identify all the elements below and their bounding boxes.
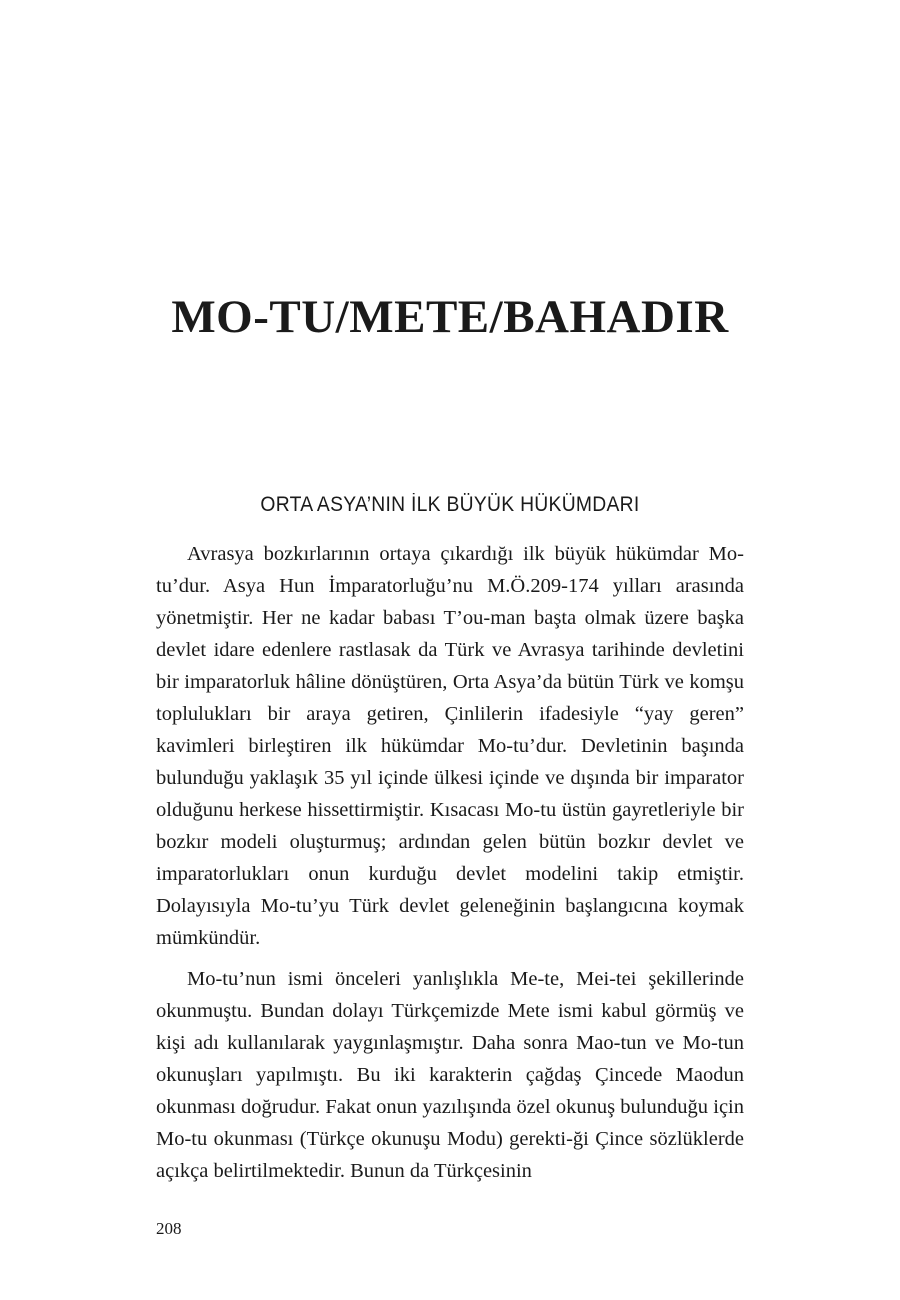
chapter-title: MO-TU/METE/BAHADIR bbox=[171, 291, 729, 343]
body-text bbox=[156, 538, 744, 1187]
paragraph-1: Avrasya bozkırlarının ortaya çıkardığı ilk büyük hükümdar Mo-tu’dur. Asya Hun İmparatorluğu’nu M.Ö.209-174 yılları arasında yönetmiştir. Her ne kadar babası T’ou-man başta olmak üzere başka devlet idare edenlere rastlasak da Türk ve Avrasya tarihinde devletini bir imparatorluk hâline dönüştüren, Orta Asya’da bütün Türk ve komşu toplulukları bir araya getiren, Çinlilerin ifadesiyle “yay geren” kavimleri birleştiren ilk hükümdar Mo-tu’dur. Devletinin başında bulunduğu yaklaşık 35 yıl içinde ülkesi içinde ve dışında bir imparator olduğunu herkese hissettirmiştir. Kısacası Mo-tu üstün gayretleriyle bir bozkır modeli oluşturmuş; ardından gelen bütün bozkır devlet ve imparatorlukları onun kurduğu devlet modelini takip etmiştir. Dolayısıyla Mo-tu’yu Türk devlet geleneğinin başlangıcına koymak mümkündür. bbox=[156, 543, 744, 949]
section-heading: ORTA ASYA’NIN İLK BÜYÜK HÜKÜMDARI bbox=[260, 493, 640, 516]
paragraph-2: Mo-tu’nun ismi önceleri yanlışlıkla Me-te, Mei-tei şekillerinde okunmuştu. Bundan dolayı Türkçemizde Mete ismi kabul görmüş ve kişi adı kullanılarak yaygınlaşmıştır. Daha sonra Mao-tun ve Mo-tun okunuşları yapılmıştı. Bu iki karakterin çağdaş Çincede Maodun okunması doğrudur. Fakat onun yazılışında özel okunuş bulunduğu için Mo-tu okunması (Türkçe okunuşu Modu) gerekti-ği Çince sözlüklerde açıkça belirtilmektedir. Bunun da Türkçesinin bbox=[156, 968, 744, 1182]
page-number: 208 bbox=[156, 1219, 182, 1238]
